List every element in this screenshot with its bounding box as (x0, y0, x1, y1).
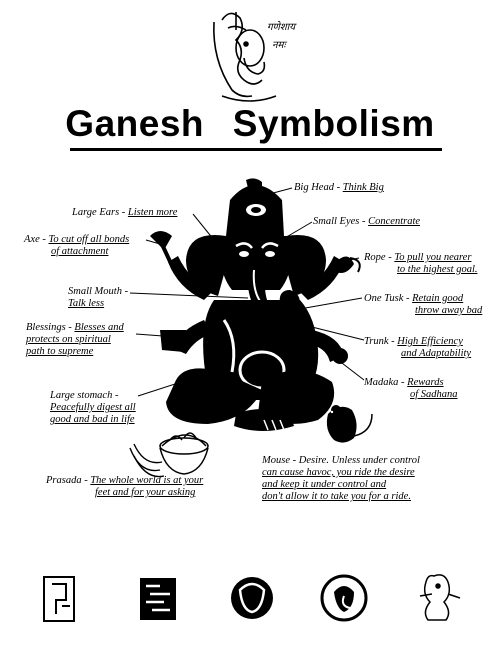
label-trunk-meaning-2: and Adaptability (401, 348, 472, 359)
label-rope-name: Rope (364, 252, 386, 263)
label-small-mouth: Small Mouth - Talk less (68, 286, 129, 309)
bananas-icon (130, 444, 164, 477)
ganesh-circle-icon (231, 577, 273, 619)
label-one-tusk-name: One Tusk (364, 293, 404, 304)
label-modaka-name: Madaka (364, 377, 399, 388)
label-large-ears-name: Large Ears (72, 207, 120, 218)
label-big-head-name: Big Head (294, 182, 334, 193)
label-large-stomach-meaning-1: Peacefully digest all (50, 402, 136, 413)
label-big-head: Big Head - Think Big (294, 182, 384, 193)
label-small-mouth-meaning: Talk less (68, 298, 105, 309)
ganesh-round-icon (322, 576, 366, 620)
label-rope-meaning-1: To pull you nearer (394, 252, 472, 263)
label-rope-meaning-2: to the highest goal. (397, 264, 478, 275)
label-trunk-meaning-1: High Efficiency (397, 336, 463, 347)
label-one-tusk-meaning-1: Retain good (412, 293, 464, 304)
label-large-stomach-meaning-2: good and bad in life (50, 414, 135, 425)
label-axe: Axe - To cut off all bonds of attachment (24, 234, 130, 257)
label-small-eyes-meaning: Concentrate (368, 216, 421, 227)
label-blessings-meaning-2: protects on spiritual (26, 334, 111, 345)
label-blessings-name: Blessings (26, 322, 66, 333)
label-one-tusk: One Tusk - Retain good throw away bad (364, 293, 483, 316)
label-mouse-line-3: and keep it under control and (262, 479, 387, 490)
label-blessings-meaning-3: path to supreme (26, 346, 94, 357)
label-modaka: Madaka - Rewards of Sadhana (364, 377, 458, 400)
label-small-mouth-name: Small Mouth (68, 286, 122, 297)
label-blessings-meaning-1: Blesses and (74, 322, 124, 333)
label-blessings: Blessings - Blesses and protects on spiritual path to supreme (26, 322, 124, 357)
label-large-stomach-name: Large stomach (50, 390, 113, 401)
label-large-ears-meaning: Listen more (127, 207, 178, 218)
label-mouse (262, 455, 420, 503)
label-small-eyes-name: Small Eyes (313, 216, 360, 227)
page-title: Ganesh Symbolism (65, 103, 435, 144)
label-small-eyes: Small Eyes - Concentrate (313, 216, 421, 227)
label-axe-meaning-2: of attachment (51, 246, 109, 257)
label-large-stomach: Large stomach - Peacefully digest all good and bad in life (50, 390, 136, 425)
ganesh-square-icon (44, 577, 74, 621)
label-rope: Rope - To pull you nearer to the highest goal. (364, 252, 478, 275)
label-axe-meaning-1: To cut off all bonds (48, 234, 130, 245)
label-prasada-meaning-1: The whole world is at your (90, 475, 204, 486)
label-axe-name: Axe (24, 234, 40, 245)
label-modaka-meaning-1: Rewards (407, 377, 444, 388)
logo-text-bottom: नमः (272, 40, 286, 51)
ganesh-glyph-icon (140, 578, 176, 620)
label-prasada-name: Prasada (46, 475, 82, 486)
logo-text-top: गणेशाय (267, 22, 296, 33)
label-mouse-line-2: can cause havoc, you ride the desire (262, 467, 415, 478)
label-one-tusk-meaning-2: throw away bad (415, 305, 483, 316)
ganesh-sketch-icon (420, 575, 460, 620)
label-trunk: Trunk - High Efficiency and Adaptability (364, 336, 472, 359)
mouse-icon (327, 405, 372, 443)
label-big-head-meaning: Think Big (342, 182, 384, 193)
label-modaka-meaning-2: of Sadhana (410, 389, 458, 400)
label-prasada: Prasada - The whole world is at your feet and for your asking (46, 475, 204, 498)
label-prasada-meaning-2: feet and for your asking (95, 487, 196, 498)
label-trunk-name: Trunk (364, 336, 389, 347)
label-mouse-line-1: Mouse - Desire. Unless under control (262, 455, 420, 466)
label-large-ears: Large Ears - Listen more (72, 207, 178, 218)
title-rule (70, 148, 442, 151)
modak-bowl-icon (160, 433, 208, 474)
label-mouse-line-4: don't allow it to take you for a ride. (262, 491, 411, 502)
